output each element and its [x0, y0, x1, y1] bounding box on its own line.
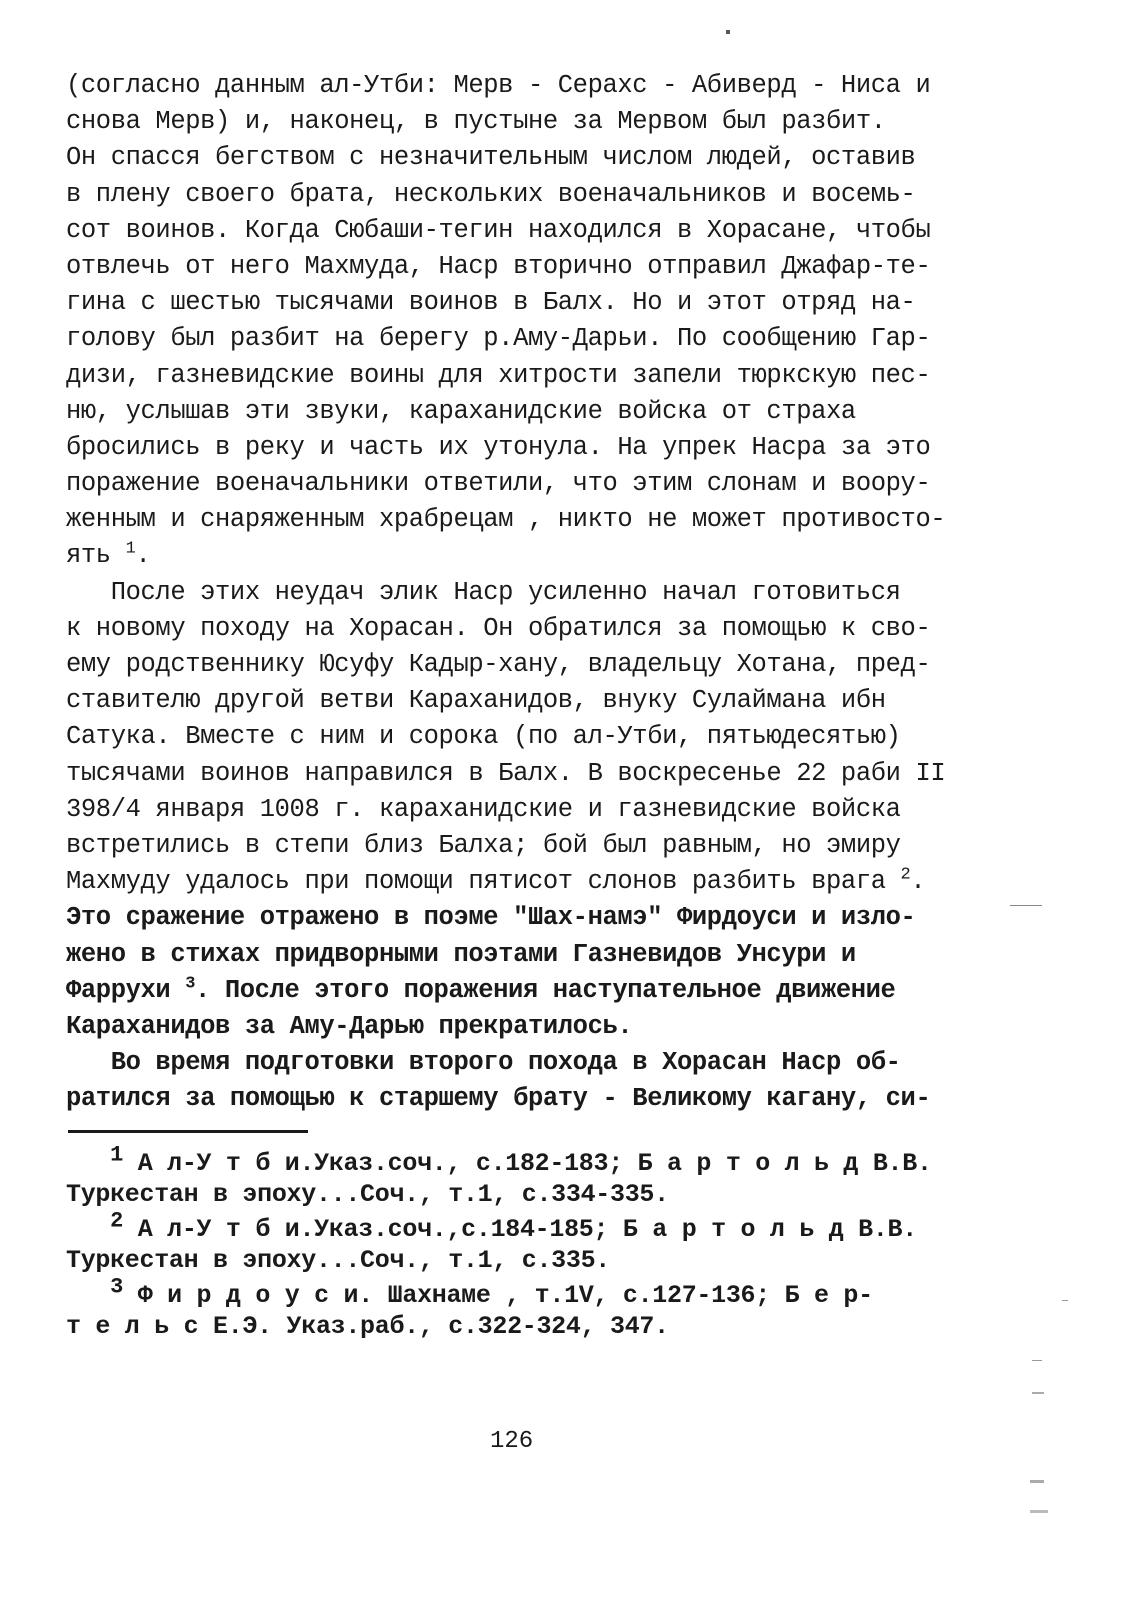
footnote-line [66, 1208, 1046, 1245]
text-line: ему родственнику Юсуфу Кадыр-хану, владельцу Хотана, пред- [66, 650, 931, 679]
footnote [66, 1142, 1046, 1210]
footnote-number: 1 [110, 1142, 124, 1168]
page-number: 126 [490, 1428, 534, 1455]
text-line: поражение военачальники ответили, что этим слонам и воору- [66, 469, 931, 499]
text-line: ню, услышав эти звуки, караханидские войска от страха [66, 396, 856, 426]
text-line [66, 864, 1026, 900]
footnote-text: Ф и р д о у с и. Шахнаме , т.1V, с.127-136; Б е р- [137, 1281, 873, 1310]
text-line: Это сражение отражено в поэме "Шах-намэ" Фирдоуси и изло- [66, 903, 916, 933]
text-line [66, 973, 1026, 1009]
text-line: женным и снаряженным храбрецам , никто не может противосто- [66, 505, 946, 535]
text-line: Во время подготовки второго похода в Хорасан Наср об- [66, 1048, 901, 1078]
text-fragment: . [910, 867, 926, 897]
scan-speck [1032, 1392, 1044, 1394]
text-line: гина с шестью тысячами воинов в Балх. Но и этот отряд на- [66, 288, 916, 318]
text-line: жено в стихах придворными поэтами Газневидов Унсури и [66, 939, 856, 969]
footnote [66, 1208, 1046, 1276]
footnote [66, 1274, 1046, 1342]
text-line: к новому походу на Хорасан. Он обратился за помощью к сво- [66, 613, 931, 643]
text-line: встретились в степи близ Балха; бой был равным, но эмиру [66, 830, 901, 860]
footnote-number: 3 [110, 1274, 124, 1300]
text-fragment: Махмуду удалось при помощи пятисот слонов разбить врага [66, 867, 886, 897]
text-line: бросились в реку и часть их утонула. На упрек Насра за это [66, 432, 931, 462]
main-text [66, 68, 1026, 1117]
text-line: ратился за помощью к старшему брату - Великому кагану, си- [66, 1084, 931, 1114]
footnote-line [66, 1274, 1046, 1311]
scan-speck [1010, 905, 1042, 906]
text-line: голову был разбит на берегу р.Аму-Дарьи. По сообщению Гар- [66, 324, 931, 354]
footnote-divider [68, 1130, 308, 1133]
text-line: дизи, газневидские воины для хитрости запели тюркскую пес- [66, 360, 931, 390]
text-line: в плену своего брата, нескольких военачальников и восемь- [66, 179, 916, 209]
text-line: После этих неудач элик Наср усиленно начал готовиться [66, 577, 901, 607]
text-line: Сатука. Вместе с ним и сорока (по ал-Утби, пятьюдесятью) [66, 722, 901, 752]
text-line: Караханидов за Аму-Дарью прекратилось. [66, 1011, 633, 1041]
footnote-line: Туркестан в эпоху...Соч., т.1, с.335. [66, 1246, 610, 1275]
footnote-line: Туркестан в эпоху...Соч., т.1, с.334-335. [66, 1180, 669, 1209]
text-line: (согласно данным ал-Утби: Мерв - Серахс - Абиверд - Ниса и [66, 71, 931, 100]
text-line [66, 538, 1026, 574]
text-line: сот воинов. Когда Сюбаши-тегин находился в Хорасане, чтобы [66, 215, 931, 245]
text-line: отвлечь от него Махмуда, Наср вторично отправил Джафар-те- [66, 251, 931, 281]
footnote-ref[interactable]: 3 [185, 974, 196, 994]
scan-speck [1032, 1360, 1042, 1361]
footnote-text: А л-У т б и.Указ.соч.,с.184-185; Б а р т о л ь д В.В. [137, 1215, 917, 1244]
footnote-ref[interactable]: 2 [900, 865, 911, 885]
text-fragment: . После этого поражения наступательное движение [195, 975, 896, 1005]
scan-speck [1030, 1510, 1048, 1513]
footnote-line [66, 1142, 1046, 1179]
text-line: снова Мерв) и, наконец, в пустыне за Мервом был разбит. [66, 107, 886, 137]
scan-speck [726, 30, 730, 34]
footnotes [66, 1142, 1046, 1342]
text-fragment: ять [66, 541, 111, 571]
text-line: тысячами воинов направился в Балх. В воскресенье 22 раби II [66, 758, 946, 788]
footnote-text: А л-У т б и.Указ.соч., с.182-183; Б а р т о л ь д В.В. [137, 1149, 932, 1178]
text-line: 398/4 января 1008 г. караханидские и газневидские войска [66, 794, 901, 824]
footnote-number: 2 [110, 1208, 124, 1234]
footnote-line: т е л ь с Е.Э. Указ.раб., с.322-324, 347. [66, 1312, 669, 1341]
text-fragment: . [135, 541, 151, 571]
scan-speck [1030, 1480, 1044, 1483]
text-line: ставителю другой ветви Караханидов, внуку Сулаймана ибн [66, 686, 886, 716]
text-line: Он спасся бегством с незначительным числом людей, оставив [66, 143, 916, 173]
footnote-ref[interactable]: 1 [125, 539, 136, 559]
scan-speck [1062, 1300, 1068, 1301]
text-fragment: Фаррухи [66, 975, 171, 1005]
